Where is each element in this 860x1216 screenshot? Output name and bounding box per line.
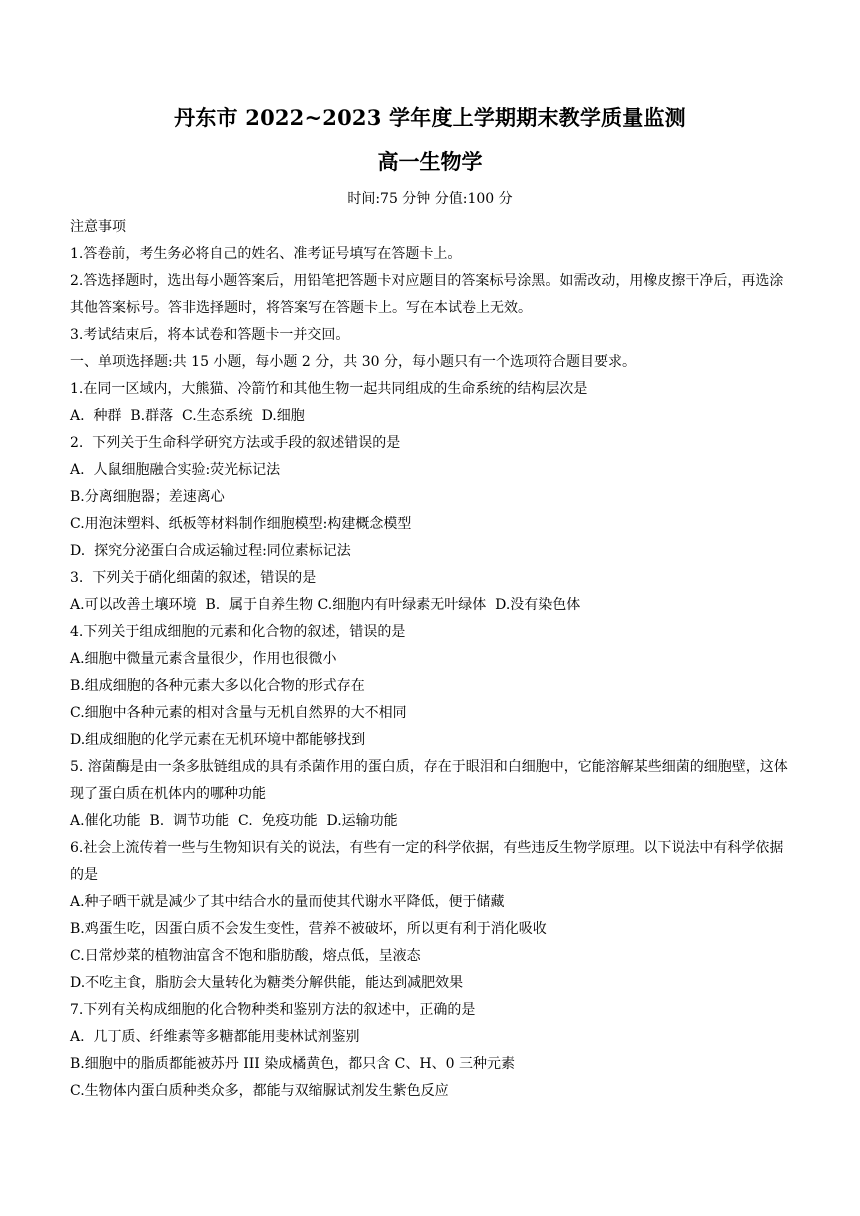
q7-option-a: A. 几丁质、纤维素等多糖都能用斐林试剂鉴别: [70, 1029, 360, 1045]
notes-heading: 注意事项: [70, 219, 126, 235]
q6-option-d: D.不吃主食，脂肪会大量转化为糖类分解供能，能达到减肥效果: [70, 975, 464, 991]
q4-option-b: B.组成细胞的各种元素大多以化合物的形式存在: [70, 678, 365, 694]
exam-subject: 高一生物学: [377, 149, 483, 174]
q1-stem: 1.在同一区域内，大熊猫、冷箭竹和其他生物一起共同组成的生命系统的结构层次是: [70, 381, 588, 397]
q3-options: A.可以改善土壤环境 B. 属于自养生物 C.细胞内有叶绿素无叶绿体 D.没有染色体: [70, 597, 581, 613]
q7-option-c: C.生物体内蛋白质种类众多，都能与双缩脲试剂发生紫色反应: [70, 1083, 449, 1099]
q2-option-a: A. 人鼠细胞融合实验:荧光标记法: [70, 462, 281, 478]
q2-option-c: C.用泡沫塑料、纸板等材料制作细胞模型:构建概念模型: [70, 516, 412, 532]
exam-time-score: 时间:75 分钟 分值:100 分: [347, 191, 513, 207]
q6-option-b: B.鸡蛋生吃，因蛋白质不会发生变性，营养不被破坏，所以更有利于消化吸收: [70, 921, 547, 937]
exam-body: [70, 214, 795, 1105]
notes-item-3: 3.考试结束后，将本试卷和答题卡一并交回。: [70, 327, 350, 343]
q4-option-a: A.细胞中微量元素含量很少，作用也很微小: [70, 651, 337, 667]
section-1-heading: 一、单项选择题:共 15 小题，每小题 2 分，共 30 分，每小题只有一个选项符合题目要求。: [70, 354, 636, 370]
q4-option-c: C.细胞中各种元素的相对含量与无机自然界的大不相同: [70, 705, 407, 721]
q2-option-b: B.分离细胞器；差速离心: [70, 489, 225, 505]
notes-item-1: 1.答卷前，考生务必将自己的姓名、准考证号填写在答题卡上。: [70, 246, 462, 262]
q2-option-d: D. 探究分泌蛋白合成运输过程:同位素标记法: [70, 543, 351, 559]
notes-item-2: 2.答选择题时，选出每小题答案后，用铅笔把答题卡对应题目的答案标号涂黑。如需改动，用橡皮擦干净后，再选涂其他答案标号。答非选择题时，将答案写在答题卡上。写在本试卷上无效。: [70, 273, 784, 316]
q3-stem: 3. 下列关于硝化细菌的叙述，错误的是: [70, 570, 317, 586]
q4-stem: 4.下列关于组成细胞的元素和化合物的叙述，错误的是: [70, 624, 406, 640]
q7-option-b: B.细胞中的脂质都能被苏丹 III 染成橘黄色，都只含 C、H、0 三种元素: [70, 1056, 515, 1072]
q5-options: A.催化功能 B. 调节功能 C. 免疫功能 D.运输功能: [70, 813, 398, 829]
q6-option-a: A.种子晒干就是减少了其中结合水的量而使其代谢水平降低，便于储藏: [70, 894, 505, 910]
q6-option-c: C.日常炒菜的植物油富含不饱和脂肪酸，熔点低，呈液态: [70, 948, 421, 964]
exam-title: 丹东市 2022~2023 学年度上学期期末教学质量监测: [174, 105, 686, 130]
q4-option-d: D.组成细胞的化学元素在无机环境中都能够找到: [70, 732, 366, 748]
q7-stem: 7.下列有关构成细胞的化合物种类和鉴别方法的叙述中，正确的是: [70, 1002, 476, 1018]
q2-stem: 2. 下列关于生命科学研究方法或手段的叙述错误的是: [70, 435, 401, 451]
q1-options: A. 种群 B.群落 C.生态系统 D.细胞: [70, 408, 305, 424]
q6-stem: 6.社会上流传着一些与生物知识有关的说法，有些有一定的科学依据，有些违反生物学原理。以下说法中有科学依据的是: [70, 840, 784, 883]
q5-stem: 5. 溶菌酶是由一条多肽链组成的具有杀菌作用的蛋白质，存在于眼泪和白细胞中，它能溶解某些细菌的细胞壁，这体现了蛋白质在机体内的哪种功能: [70, 759, 788, 802]
